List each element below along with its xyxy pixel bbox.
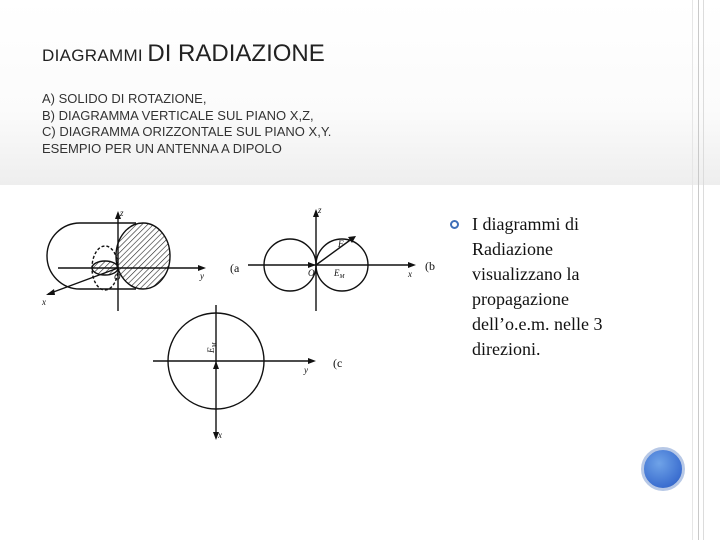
- origin-label: O: [114, 272, 121, 282]
- axis-label-x: x: [42, 297, 46, 307]
- subtitle-line: B) DIAGRAMMA VERTICALE SUL PIANO X,Z,: [42, 107, 314, 123]
- axis-label-z: z: [120, 208, 124, 218]
- axis-label-y: y: [304, 365, 308, 375]
- solid-of-rotation-diagram: [47, 215, 203, 311]
- axis-label-x: x: [408, 269, 412, 279]
- title-word-2: DI RADIAZIONE: [147, 40, 325, 67]
- horizontal-diagram: [153, 305, 313, 436]
- field-label-em: [333, 268, 346, 280]
- field-label-em-sub: M: [339, 274, 345, 280]
- dipole-diagram-svg: [18, 201, 445, 442]
- field-label-f: F: [338, 239, 344, 249]
- bullet-list: [450, 212, 650, 362]
- right-border-line: [703, 0, 704, 540]
- decorative-circle-icon: [641, 447, 685, 491]
- subtitle-line: ESEMPIO PER UN ANTENNA A DIPOLO: [42, 140, 282, 156]
- arrow-heads: [46, 209, 416, 440]
- subtitle-line: A) SOLIDO DI ROTAZIONE,: [42, 91, 207, 106]
- bullet-line: propagazione: [472, 289, 569, 309]
- caption-b: (b: [425, 259, 435, 273]
- field-label-em-main: E: [334, 268, 340, 278]
- caption-a: (a: [230, 261, 240, 275]
- axis-label-z: z: [318, 205, 322, 215]
- title-word-1: DIAGRAMMI: [42, 46, 143, 65]
- bullet-circle-icon: [450, 220, 459, 229]
- bullet-line: Radiazione: [472, 239, 553, 259]
- origin-label: O: [308, 268, 315, 278]
- bullet-line: I diagrammi di: [472, 214, 579, 234]
- bullet-line: dell’o.e.m. nelle 3: [472, 314, 603, 334]
- slide-title: [42, 40, 325, 68]
- vertical-diagram: [248, 213, 413, 311]
- right-border-line: [692, 0, 693, 540]
- axis-label-x: x: [218, 430, 222, 440]
- right-border-line: [698, 0, 699, 540]
- field-label-em-main: E: [206, 347, 216, 353]
- field-label-em-sub: M: [212, 342, 218, 348]
- radiation-diagram-figure: [18, 201, 445, 442]
- subtitle-line: C) DIAGRAMMA ORIZZONTALE SUL PIANO X,Y.: [42, 124, 332, 139]
- caption-c: (c: [333, 356, 343, 370]
- axis-label-y: y: [200, 271, 204, 281]
- bullet-line: visualizzano la: [472, 264, 580, 284]
- bullet-line: direzioni.: [472, 339, 541, 359]
- slide-subtitle: [42, 91, 331, 157]
- bullet-text: [472, 212, 650, 362]
